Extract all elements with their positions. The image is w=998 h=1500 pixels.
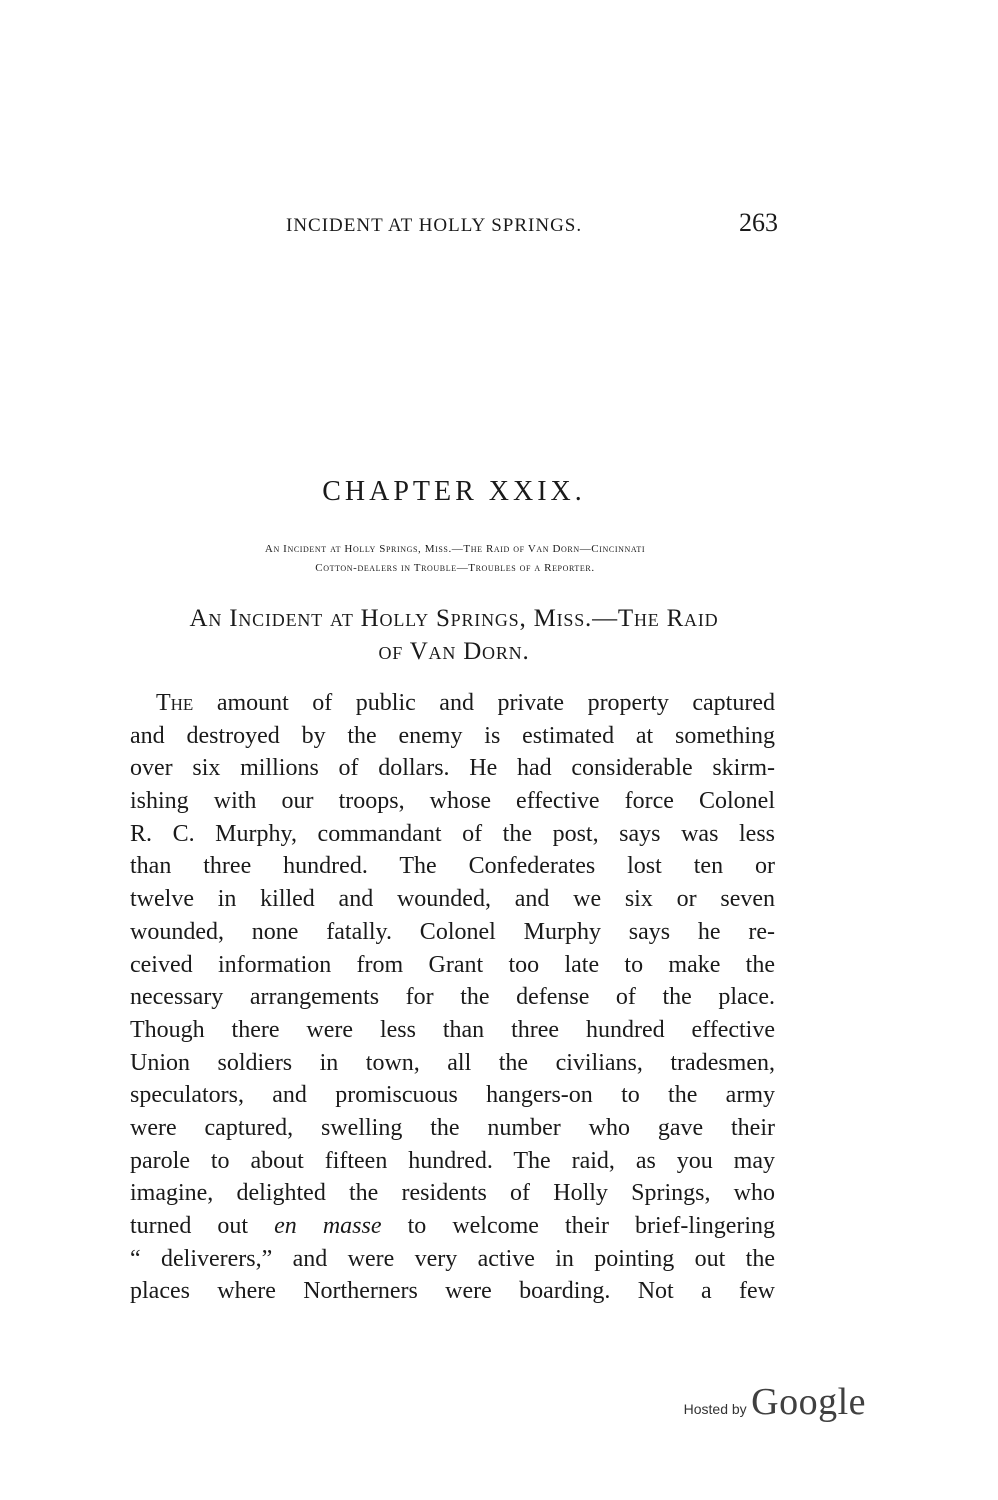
text-line: “ deliverers,” and were very active in pointing out the (130, 1245, 775, 1272)
section-heading-line: of Van Dorn. (378, 638, 530, 665)
text-line: parole to about fifteen hundred. The raid, as you may (130, 1147, 775, 1174)
chapter-summary-line: An Incident at Holly Springs, Miss.—The Raid of Van Dorn—Cincinnati (264, 543, 646, 555)
text-line: wounded, none fatally. Colonel Murphy says he re- (130, 918, 775, 945)
section-heading (130, 602, 778, 668)
text-segment: to welcome their brief-lingering (381, 1213, 776, 1239)
running-title: INCIDENT AT HOLLY SPRINGS. (286, 215, 583, 236)
chapter-title: CHAPTER XXIX. (322, 476, 586, 507)
first-word: The (156, 690, 194, 716)
text-line: Union soldiers in town, all the civilians, tradesmen, (130, 1049, 775, 1076)
google-logo: Google (751, 1381, 866, 1423)
text-line: Though there were less than three hundred effective (130, 1016, 775, 1043)
text-segment: turned out (130, 1213, 275, 1239)
text-line-content: amount of public and private property captured (193, 690, 775, 716)
text-line: imagine, delighted the residents of Holly Springs, who (130, 1180, 775, 1207)
text-line: ishing with our troops, whose effective force Colonel (130, 788, 775, 815)
italic-phrase: en masse (274, 1213, 382, 1239)
chapter-summary-line: Cotton-dealers in Trouble—Troubles of a Reporter. (315, 562, 595, 574)
text-line: speculators, and promiscuous hangers-on to the army (130, 1082, 775, 1109)
text-line: necessary arrangements for the defense of the place. (130, 984, 775, 1011)
running-header (130, 208, 778, 242)
text-line: twelve in killed and wounded, and we six or seven (130, 886, 775, 913)
text-line (130, 687, 775, 720)
text-line: were captured, swelling the number who gave their (130, 1114, 775, 1141)
text-line: places where Northerners were boarding. Not a few (130, 1278, 775, 1305)
text-line: over six millions of dollars. He had considerable skirm- (130, 755, 775, 782)
body-paragraph (130, 687, 775, 1308)
section-heading-line: An Incident at Holly Springs, Miss.—The Raid (189, 605, 719, 632)
text-line: R. C. Murphy, commandant of the post, says was less (130, 820, 775, 847)
text-line: and destroyed by the enemy is estimated at something (130, 722, 775, 749)
hosted-by-google-watermark (656, 1380, 866, 1430)
text-line: than three hundred. The Confederates lost ten or (130, 853, 775, 880)
page-number: 263 (739, 208, 778, 237)
text-line: ceived information from Grant too late to make the (130, 951, 775, 978)
text-line (130, 1210, 775, 1243)
chapter-summary (130, 540, 780, 578)
hosted-by-label: Hosted by (683, 1401, 747, 1417)
